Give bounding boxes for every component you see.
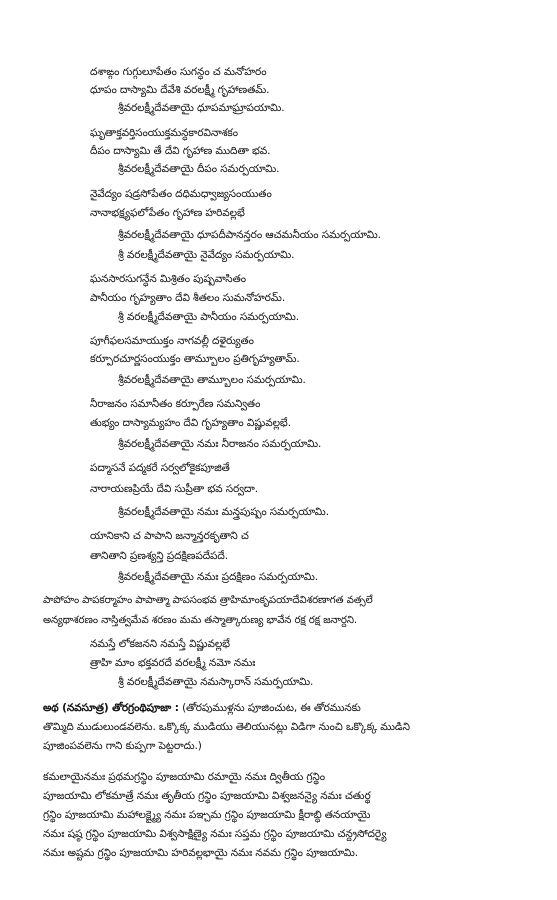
verse-line: ఘృతాక్తవర్తిసంయుక్తమన్ధకారవినాశకం xyxy=(90,127,238,139)
offering-line: శ్రీవరలక్ష్మీదేవతాయై ధూపమాఘ్రాపయామి. xyxy=(118,102,285,114)
offering-line: శ్రీవరలక్ష్మీదేవతాయై దీపం సమర్పయామి. xyxy=(118,163,280,175)
granthi-line: కమలాయైనమః ప్రథమగ్రన్థిం పూజయామి రమాయై నమః ద్వితీయ గ్రన్థిం xyxy=(43,771,325,783)
offering-line: శ్రీ వరలక్ష్మీదేవతాయై నమస్కారాన్ సమర్పయామి. xyxy=(118,676,314,688)
verse-line: తుభ్యం దాస్యామ్యహం దేవి గృహ్యతాం విష్ణువల్లభే. xyxy=(90,417,291,429)
verse-line: యానికాని చ పాపాని జన్మాన్తరకృతాని చ xyxy=(90,530,249,542)
offering-line: శ్రీ వరలక్ష్మీదేవతాయై నైవేద్యం సమర్పయామి. xyxy=(118,249,295,261)
verse-line: పానీయం గృహ్యతాం దేవి శీతలం సుమనోహరమ్. xyxy=(90,292,286,304)
verse-line: పూగీఫలసమాయుక్తం నాగవల్లీ దళైర్యుతం xyxy=(90,335,254,347)
offering-line: శ్రీ వరలక్ష్మీదేవతాయై పానీయం సమర్పయామి. xyxy=(118,311,300,323)
granthi-line: పూజయామి లోకమాత్రే నమః తృతీయ గ్రన్థిం పూజయామి విశ్వజనన్యై నమః చతుర్థ xyxy=(43,790,371,802)
section-heading-line xyxy=(43,701,361,715)
verse-line: దశాఙ్గం గుగ్గులూపేతం సుగన్ధం చ మనోహరం xyxy=(90,66,267,78)
granthi-line: గ్రన్థిం పూజయామి మహాలక్ష్మ్యై నమః పఞ్చమ గ్రన్థిం పూజయామి క్షీరాబ్ధి తనయాయై xyxy=(43,809,371,821)
section-note: తొమ్మిది ముడులుండవలెను. ఒక్కొక్క ముడియు తెలియునట్లు విడిగా నుంచి ఒక్కొక్క ముడిని xyxy=(43,721,410,733)
verse-line: నైవేద్యం షడ్రసోపేతం దధిమధ్వాజ్యసంయుతం xyxy=(90,188,272,200)
offering-line: శ్రీవరలక్ష్మీదేవతాయై నమః మన్త్రపుష్పం సమర్పయామి. xyxy=(118,506,329,518)
prayer-line: అన్యథాశరణం నాస్తిత్వమేవ శరణం మమ తస్మాత్కారుణ్య భావేన రక్ష రక్ష జనార్దని. xyxy=(43,615,358,626)
verse-line: నీరాజనం సమానీతం కర్పూరేణ సమన్వితం xyxy=(90,398,261,410)
section-note: (తోరపుముళ్లను పూజించుట, ఈ తోరమునకు xyxy=(178,702,361,714)
section-note: పూజింపవలెను గాని కుప్పగా పెట్టరాదు.) xyxy=(43,740,202,752)
granthi-line: నమః అష్టమ గ్రన్థిం పూజయామి హరివల్లభాయై నమః నవమ గ్రన్థిం పూజయామి. xyxy=(43,847,358,859)
verse-line: ఘనసారసుగన్ధేన మిశ్రితం పుష్పవాసితం xyxy=(90,273,246,285)
verse-line: దీపం దాస్యామి తే దేవి గృహాణ ముదితా భవ. xyxy=(90,145,271,157)
granthi-line: నమః షష్ఠ గ్రన్థిం పూజయామి విశ్వసాక్షిణ్యై నమః సప్తమ గ్రన్థిం పూజయామి చన్ద్రసోదర్యై xyxy=(43,828,387,840)
verse-line: నమస్తే లోకజనని నమస్తే విష్ణువల్లభే xyxy=(90,638,230,650)
verse-line: కర్పూరచూర్ణసంయుక్తం తామ్బూలం ప్రతిగృహ్యతామ్. xyxy=(90,353,300,365)
offering-line: శ్రీవరలక్ష్మీదేవతాయై తామ్బూలం సమర్పయామి. xyxy=(118,374,306,386)
offering-line: శ్రీవరలక్ష్మీదేవతాయై ధూపదీపానన్తరం ఆచమనీయం సమర్పయామి. xyxy=(118,229,381,241)
offering-line: శ్రీవరలక్ష్మీదేవతాయై నమః ప్రదక్షిణం సమర్పయామి. xyxy=(118,571,318,583)
prayer-line: పాపోహం పాపకర్మాహం పాపాత్మా పాపసంభవ త్రాహిమాంకృపయాదేవిశరణాగత వత్సలే xyxy=(43,595,373,606)
verse-line: ధూపం దాస్యామి దేవేశి వరలక్ష్మీ గృహాణతమ్. xyxy=(90,84,270,96)
verse-line: తానితాని ప్రణశ్యన్తి ప్రదక్షిణపదేపదే. xyxy=(90,550,228,562)
verse-line: త్రాహి మాం భక్తవరదే వరలక్ష్మీ నమో నమః xyxy=(90,657,256,669)
verse-line: పద్మాసనే పద్మకరే సర్వలోకైకపూజితే xyxy=(90,462,230,474)
verse-line: నానాభక్ష్యఫలోపేతం గృహాణ హరివల్లభే xyxy=(90,207,245,219)
offering-line: శ్రీవరలక్ష్మీదేవతాయై నమః నీరాజనం సమర్పయామి. xyxy=(118,438,322,450)
verse-line: నారాయణప్రియే దేవి సుప్రీతా భవ సర్వదా. xyxy=(90,483,258,495)
section-heading: అథ (నవసూత్ర) తోరగ్రంథిపూజా : xyxy=(43,702,179,714)
